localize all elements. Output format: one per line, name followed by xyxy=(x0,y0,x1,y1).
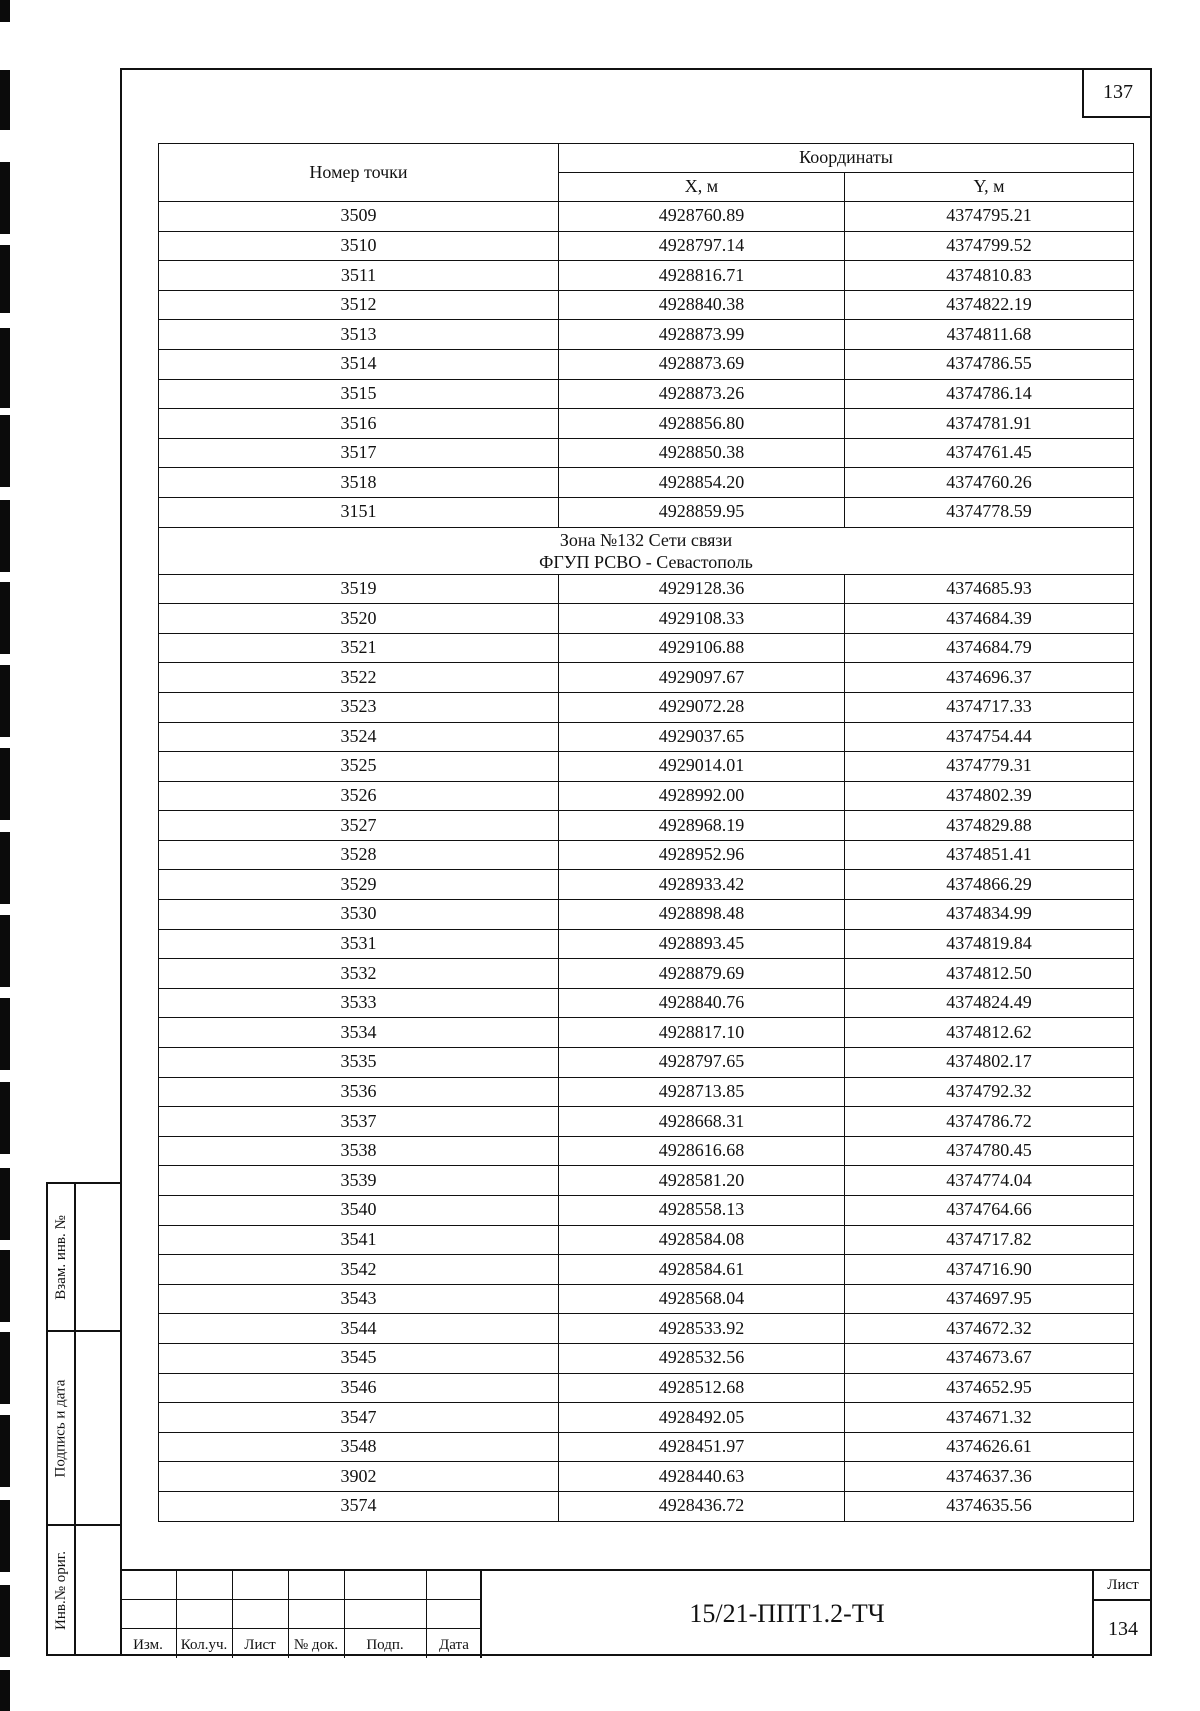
cell-y: 4374685.93 xyxy=(845,574,1134,604)
col-kol-uch: Кол.уч. xyxy=(180,1637,228,1653)
cell-y: 4374780.45 xyxy=(845,1136,1134,1166)
cell-x: 4928816.71 xyxy=(559,261,845,291)
cell-x: 4928797.14 xyxy=(559,231,845,261)
cell-y: 4374652.95 xyxy=(845,1373,1134,1403)
cell-y: 4374779.31 xyxy=(845,752,1134,782)
cell-point-number: 3524 xyxy=(159,722,559,752)
cell-x: 4928797.65 xyxy=(559,1048,845,1078)
cell-x: 4928850.38 xyxy=(559,438,845,468)
cell-x: 4928568.04 xyxy=(559,1284,845,1314)
cell-y: 4374795.21 xyxy=(845,202,1134,232)
table-row xyxy=(159,1048,1134,1078)
table-row xyxy=(159,752,1134,782)
scan-mark xyxy=(0,70,10,130)
cell-y: 4374819.84 xyxy=(845,929,1134,959)
table-row xyxy=(159,840,1134,870)
table-row xyxy=(159,349,1134,379)
table-row xyxy=(159,1166,1134,1196)
cell-point-number: 3533 xyxy=(159,988,559,1018)
table-row xyxy=(159,663,1134,693)
cell-x: 4928817.10 xyxy=(559,1018,845,1048)
cell-x: 4928898.48 xyxy=(559,900,845,930)
cell-y: 4374635.56 xyxy=(845,1491,1134,1521)
stamp-sign-date-label: Подпись и дата xyxy=(52,1379,69,1477)
cell-point-number: 3547 xyxy=(159,1403,559,1433)
cell-y: 4374812.62 xyxy=(845,1018,1134,1048)
table-row xyxy=(159,781,1134,811)
table-row xyxy=(159,870,1134,900)
cell-y: 4374802.17 xyxy=(845,1048,1134,1078)
stamp-sign-date xyxy=(48,1332,122,1526)
scan-mark xyxy=(0,415,10,487)
table-row xyxy=(159,604,1134,634)
cell-point-number: 3526 xyxy=(159,781,559,811)
table-row xyxy=(159,1077,1134,1107)
cell-x: 4928713.85 xyxy=(559,1077,845,1107)
scan-mark xyxy=(0,245,10,313)
header-x: X, м xyxy=(559,173,845,202)
cell-point-number: 3514 xyxy=(159,349,559,379)
table-row xyxy=(159,1462,1134,1492)
cell-x: 4928451.97 xyxy=(559,1432,845,1462)
scan-mark xyxy=(0,915,10,987)
cell-point-number: 3540 xyxy=(159,1196,559,1226)
cell-x: 4928879.69 xyxy=(559,959,845,989)
cell-point-number: 3521 xyxy=(159,633,559,663)
cell-point-number: 3527 xyxy=(159,811,559,841)
cell-y: 4374717.82 xyxy=(845,1225,1134,1255)
cell-point-number: 3511 xyxy=(159,261,559,291)
cell-y: 4374626.61 xyxy=(845,1432,1134,1462)
cell-x: 4928992.00 xyxy=(559,781,845,811)
zone-title xyxy=(159,527,1134,574)
cell-x: 4928840.38 xyxy=(559,290,845,320)
cell-point-number: 3543 xyxy=(159,1284,559,1314)
zone-group xyxy=(159,527,1134,574)
cell-x: 4928616.68 xyxy=(559,1136,845,1166)
table-row xyxy=(159,1225,1134,1255)
stamp-replace-inv-label: Взам. инв. № xyxy=(52,1214,69,1300)
cell-y: 4374810.83 xyxy=(845,261,1134,291)
cell-y: 4374786.14 xyxy=(845,379,1134,409)
rows-group-b xyxy=(159,574,1134,1521)
cell-x: 4928760.89 xyxy=(559,202,845,232)
coordinates-table xyxy=(158,143,1134,1522)
cell-y: 4374786.55 xyxy=(845,349,1134,379)
scan-mark xyxy=(0,1500,10,1572)
scan-mark xyxy=(0,582,10,654)
document-code: 15/21-ППТ1.2-ТЧ xyxy=(689,1598,885,1628)
cell-point-number: 3544 xyxy=(159,1314,559,1344)
col-list: Лист xyxy=(244,1637,276,1653)
table-row xyxy=(159,722,1134,752)
cell-y: 4374774.04 xyxy=(845,1166,1134,1196)
cell-point-number: 3546 xyxy=(159,1373,559,1403)
cell-x: 4928859.95 xyxy=(559,497,845,527)
cell-x: 4929106.88 xyxy=(559,633,845,663)
cell-x: 4928840.76 xyxy=(559,988,845,1018)
cell-x: 4928436.72 xyxy=(559,1491,845,1521)
rows-group-a xyxy=(159,202,1134,528)
cell-point-number: 3513 xyxy=(159,320,559,350)
cell-x: 4928492.05 xyxy=(559,1403,845,1433)
table-row xyxy=(159,1284,1134,1314)
table-row xyxy=(159,1107,1134,1137)
cell-y: 4374716.90 xyxy=(845,1255,1134,1285)
zone-title-line1: Зона №132 Сети связи xyxy=(559,529,733,550)
title-block xyxy=(120,1569,1152,1656)
cell-x: 4928533.92 xyxy=(559,1314,845,1344)
scan-mark xyxy=(0,1082,10,1154)
cell-y: 4374792.32 xyxy=(845,1077,1134,1107)
zone-title-line2: ФГУП РСВО - Севастополь xyxy=(539,551,753,572)
table-row xyxy=(159,1432,1134,1462)
cell-point-number: 3537 xyxy=(159,1107,559,1137)
zone-row xyxy=(159,527,1134,574)
cell-y: 4374822.19 xyxy=(845,290,1134,320)
cell-point-number: 3531 xyxy=(159,929,559,959)
table-row xyxy=(159,379,1134,409)
table-row xyxy=(159,1136,1134,1166)
cell-y: 4374671.32 xyxy=(845,1403,1134,1433)
cell-y: 4374866.29 xyxy=(845,870,1134,900)
sheet-box xyxy=(1092,1571,1152,1658)
cell-point-number: 3542 xyxy=(159,1255,559,1285)
table-row xyxy=(159,202,1134,232)
table-row xyxy=(159,1255,1134,1285)
table-row xyxy=(159,1314,1134,1344)
table-row xyxy=(159,290,1134,320)
cell-point-number: 3902 xyxy=(159,1462,559,1492)
table-row xyxy=(159,692,1134,722)
cell-x: 4929128.36 xyxy=(559,574,845,604)
table-row xyxy=(159,409,1134,439)
cell-x: 4928893.45 xyxy=(559,929,845,959)
cell-y: 4374778.59 xyxy=(845,497,1134,527)
cell-y: 4374811.68 xyxy=(845,320,1134,350)
stamp-replace-inv xyxy=(48,1184,122,1332)
table-row xyxy=(159,959,1134,989)
cell-y: 4374760.26 xyxy=(845,468,1134,498)
cell-point-number: 3522 xyxy=(159,663,559,693)
table-row xyxy=(159,900,1134,930)
cell-y: 4374824.49 xyxy=(845,988,1134,1018)
cell-point-number: 3520 xyxy=(159,604,559,634)
cell-y: 4374717.33 xyxy=(845,692,1134,722)
cell-x: 4928873.69 xyxy=(559,349,845,379)
scan-mark xyxy=(0,1585,10,1657)
scan-mark xyxy=(0,665,10,737)
cell-x: 4928584.61 xyxy=(559,1255,845,1285)
cell-x: 4928873.26 xyxy=(559,379,845,409)
table-row xyxy=(159,1018,1134,1048)
table-row xyxy=(159,988,1134,1018)
table-row xyxy=(159,929,1134,959)
scan-mark xyxy=(0,1670,10,1711)
header-point-number: Номер точки xyxy=(159,144,559,202)
table-row xyxy=(159,1373,1134,1403)
header-coordinates: Координаты xyxy=(559,144,1134,173)
cell-point-number: 3548 xyxy=(159,1432,559,1462)
scan-mark xyxy=(0,0,10,22)
cell-y: 4374637.36 xyxy=(845,1462,1134,1492)
cell-point-number: 3574 xyxy=(159,1491,559,1521)
cell-y: 4374834.99 xyxy=(845,900,1134,930)
cell-point-number: 3536 xyxy=(159,1077,559,1107)
cell-x: 4929014.01 xyxy=(559,752,845,782)
cell-x: 4928558.13 xyxy=(559,1196,845,1226)
cell-y: 4374696.37 xyxy=(845,663,1134,693)
cell-y: 4374829.88 xyxy=(845,811,1134,841)
scan-mark xyxy=(0,1415,10,1487)
stamp-orig-inv xyxy=(48,1526,122,1654)
cell-point-number: 3545 xyxy=(159,1343,559,1373)
cell-point-number: 3528 xyxy=(159,840,559,870)
cell-x: 4928854.20 xyxy=(559,468,845,498)
cell-x: 4928952.96 xyxy=(559,840,845,870)
scan-mark xyxy=(0,1250,10,1322)
cell-point-number: 3539 xyxy=(159,1166,559,1196)
cell-point-number: 3530 xyxy=(159,900,559,930)
scan-mark xyxy=(0,998,10,1070)
cell-x: 4929108.33 xyxy=(559,604,845,634)
scan-mark xyxy=(0,832,10,904)
table-row xyxy=(159,1343,1134,1373)
scan-mark xyxy=(0,500,10,572)
cell-x: 4928668.31 xyxy=(559,1107,845,1137)
cell-point-number: 3532 xyxy=(159,959,559,989)
scan-mark xyxy=(0,328,10,408)
cell-y: 4374851.41 xyxy=(845,840,1134,870)
cell-x: 4928440.63 xyxy=(559,1462,845,1492)
cell-point-number: 3516 xyxy=(159,409,559,439)
scan-mark xyxy=(0,1168,10,1240)
cell-y: 4374781.91 xyxy=(845,409,1134,439)
col-date: Дата xyxy=(439,1637,469,1653)
col-sign: Подп. xyxy=(366,1637,404,1653)
scan-mark xyxy=(0,1332,10,1404)
cell-y: 4374812.50 xyxy=(845,959,1134,989)
cell-point-number: 3510 xyxy=(159,231,559,261)
sheet-number: 134 xyxy=(1108,1618,1138,1640)
cell-x: 4928873.99 xyxy=(559,320,845,350)
scan-mark xyxy=(0,162,10,234)
cell-point-number: 3538 xyxy=(159,1136,559,1166)
cell-x: 4928581.20 xyxy=(559,1166,845,1196)
col-doc-no: № док. xyxy=(293,1637,339,1653)
sheet-label: Лист xyxy=(1094,1571,1152,1601)
table-row xyxy=(159,1491,1134,1521)
cell-x: 4928512.68 xyxy=(559,1373,845,1403)
col-izm: Изм. xyxy=(133,1637,163,1653)
cell-point-number: 3515 xyxy=(159,379,559,409)
side-stamp xyxy=(46,1182,120,1656)
scan-mark xyxy=(0,748,10,820)
cell-x: 4928933.42 xyxy=(559,870,845,900)
cell-y: 4374761.45 xyxy=(845,438,1134,468)
cell-point-number: 3509 xyxy=(159,202,559,232)
table-row xyxy=(159,320,1134,350)
cell-point-number: 3523 xyxy=(159,692,559,722)
cell-y: 4374802.39 xyxy=(845,781,1134,811)
cell-x: 4929097.67 xyxy=(559,663,845,693)
cell-y: 4374684.79 xyxy=(845,633,1134,663)
table-row xyxy=(159,261,1134,291)
cell-point-number: 3518 xyxy=(159,468,559,498)
table-row xyxy=(159,497,1134,527)
cell-x: 4928532.56 xyxy=(559,1343,845,1373)
cell-point-number: 3525 xyxy=(159,752,559,782)
cell-y: 4374786.72 xyxy=(845,1107,1134,1137)
cell-point-number: 3529 xyxy=(159,870,559,900)
cell-point-number: 3535 xyxy=(159,1048,559,1078)
cell-x: 4928856.80 xyxy=(559,409,845,439)
table-row xyxy=(159,811,1134,841)
table-row xyxy=(159,1196,1134,1226)
cell-y: 4374799.52 xyxy=(845,231,1134,261)
cell-x: 4928584.08 xyxy=(559,1225,845,1255)
table-row xyxy=(159,468,1134,498)
cell-y: 4374672.32 xyxy=(845,1314,1134,1344)
cell-y: 4374684.39 xyxy=(845,604,1134,634)
cell-y: 4374697.95 xyxy=(845,1284,1134,1314)
cell-x: 4929037.65 xyxy=(559,722,845,752)
stamp-orig-inv-label: Инв.№ ориг. xyxy=(52,1550,69,1630)
cell-point-number: 3517 xyxy=(159,438,559,468)
table-row xyxy=(159,438,1134,468)
cell-point-number: 3519 xyxy=(159,574,559,604)
page-number: 137 xyxy=(1082,68,1152,118)
revision-grid xyxy=(120,1571,482,1658)
table-row xyxy=(159,231,1134,261)
table-row xyxy=(159,1403,1134,1433)
cell-x: 4929072.28 xyxy=(559,692,845,722)
cell-point-number: 3541 xyxy=(159,1225,559,1255)
cell-point-number: 3512 xyxy=(159,290,559,320)
cell-x: 4928968.19 xyxy=(559,811,845,841)
cell-y: 4374764.66 xyxy=(845,1196,1134,1226)
cell-y: 4374673.67 xyxy=(845,1343,1134,1373)
cell-y: 4374754.44 xyxy=(845,722,1134,752)
cell-point-number: 3534 xyxy=(159,1018,559,1048)
table-row xyxy=(159,574,1134,604)
table-row xyxy=(159,633,1134,663)
cell-point-number: 3151 xyxy=(159,497,559,527)
header-y: Y, м xyxy=(845,173,1134,202)
